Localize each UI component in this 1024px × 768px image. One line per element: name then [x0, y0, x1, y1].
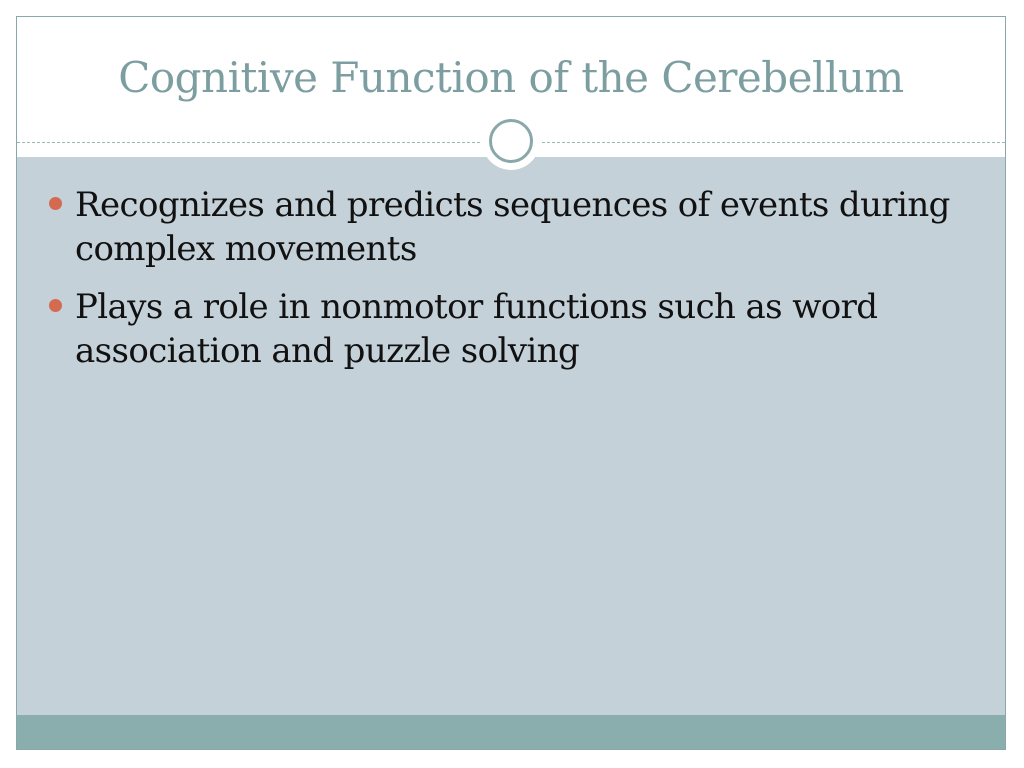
bullet-item — [45, 183, 965, 271]
slide — [16, 16, 1006, 750]
bullet-text: Recognizes and predicts sequences of events during complex movements — [75, 185, 950, 269]
bullet-dot-icon — [49, 197, 62, 210]
bullet-list — [45, 183, 965, 387]
bullet-item — [45, 285, 965, 373]
circle-ring — [489, 119, 533, 163]
bullet-text: Plays a role in nonmotor functions such as word association and puzzle solving — [75, 287, 878, 371]
bullet-dot-icon — [49, 299, 62, 312]
footer-band — [17, 715, 1005, 749]
circle-ornament-icon — [482, 112, 540, 170]
slide-title: Cognitive Function of the Cerebellum — [118, 53, 904, 102]
